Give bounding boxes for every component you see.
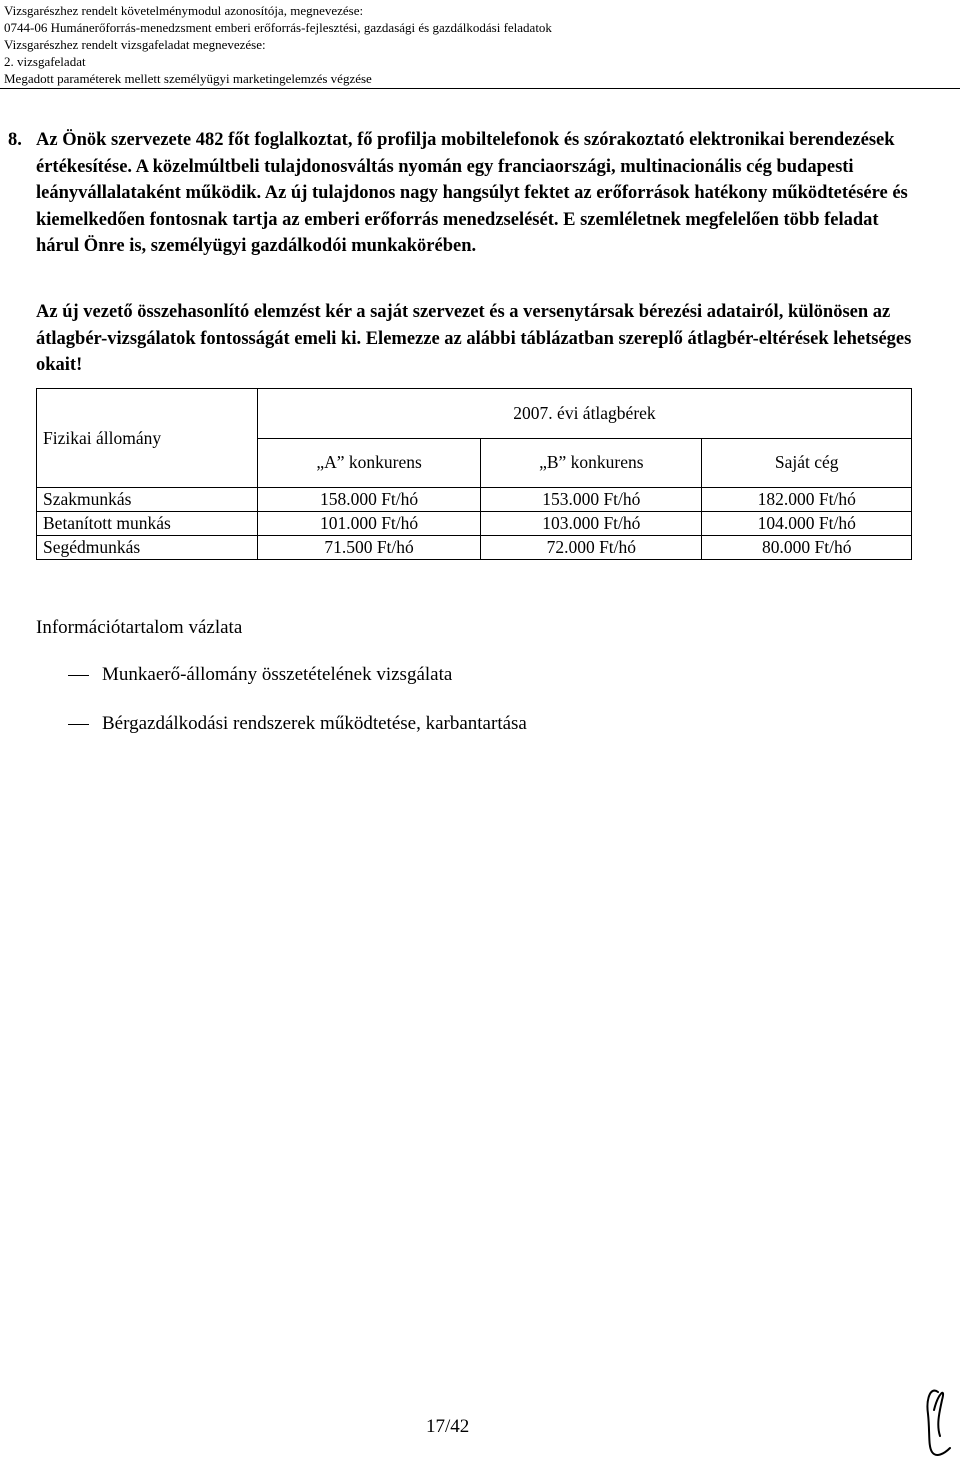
task-number: 8. <box>8 130 22 150</box>
info-item-text: Munkaerő-állomány összetételének vizsgálata <box>102 664 453 685</box>
row-label: Segédmunkás <box>37 536 258 560</box>
header-line-task-label: Vizsgarészhez rendelt vizsgafeladat megnevezése: <box>4 37 266 52</box>
row-label: Betanított munkás <box>37 512 258 536</box>
info-item-text: Bérgazdálkodási rendszerek működtetése, karbantartása <box>102 713 527 734</box>
row-label: Szakmunkás <box>37 488 258 512</box>
table-row <box>37 512 912 536</box>
table-row <box>37 488 912 512</box>
table-cell: 71.500 Ft/hó <box>258 536 481 560</box>
header-line-task-name: Megadott paraméterek mellett személyügyi marketingelemzés végzése <box>4 71 372 86</box>
column-header-b: „B” konkurens <box>481 438 702 488</box>
header-line-module-name: 0744-06 Humánerőforrás-menedzsment emberi erőforrás-fejlesztési, gazdasági és gazdálkodási feladatok <box>4 20 552 35</box>
header-line-task-number: 2. vizsgafeladat <box>4 54 86 69</box>
column-header-own: Saját cég <box>702 438 912 488</box>
table-cell: 101.000 Ft/hó <box>258 512 481 536</box>
table-cell: 182.000 Ft/hó <box>702 488 912 512</box>
info-list-item <box>68 713 527 735</box>
table-cell: 104.000 Ft/hó <box>702 512 912 536</box>
signature-mark <box>920 1380 956 1460</box>
dash-bullet-icon <box>68 724 89 725</box>
column-header-a: „A” konkurens <box>258 438 481 488</box>
table-group-header: 2007. évi átlagbérek <box>258 389 912 439</box>
header-line-module-label: Vizsgarészhez rendelt követelménymodul azonosítója, megnevezése: <box>4 3 364 18</box>
table-stub-header: Fizikai állomány <box>37 389 258 488</box>
table-cell: 80.000 Ft/hó <box>702 536 912 560</box>
table-cell: 103.000 Ft/hó <box>481 512 702 536</box>
task-paragraph-1: Az Önök szervezete 482 főt foglalkoztat, fő profilja mobiltelefonok és szórakoztató elektronikai berendezések értékesítése. A közelmúltbeli tulajdonosváltás nyomán egy franciaországi, multinacionális cég budapesti leányvállalataként működik. Az új tulajdonos nagy hangsúlyt fektet az erőforrások hatékony működtetésére és kiemelkedően fontosnak tartja az emberi erőforrás menedzselését. E szemléletnek megfelelően több feladat hárul Önre is, személyügyi gazdálkodói munkakörében. <box>36 130 908 256</box>
info-outline-title: Információtartalom vázlata <box>36 617 243 638</box>
table-cell: 153.000 Ft/hó <box>481 488 702 512</box>
info-list-item <box>68 664 452 686</box>
task-paragraph-2: Az új vezető összehasonlító elemzést kér a saját szervezet és a versenytársak bérezési adatairól, különösen az átlagbér-vizsgálatok fontosságát emeli ki. Elemezze az alábbi táblázatban szereplő átlagbér-eltérések lehetséges okait! <box>36 302 912 375</box>
header-divider <box>0 88 960 89</box>
table-row <box>37 536 912 560</box>
dash-bullet-icon <box>68 675 89 676</box>
page-number: 17/42 <box>426 1416 470 1437</box>
page-header <box>4 2 934 87</box>
table-cell: 72.000 Ft/hó <box>481 536 702 560</box>
table-cell: 158.000 Ft/hó <box>258 488 481 512</box>
wage-table <box>36 388 912 560</box>
